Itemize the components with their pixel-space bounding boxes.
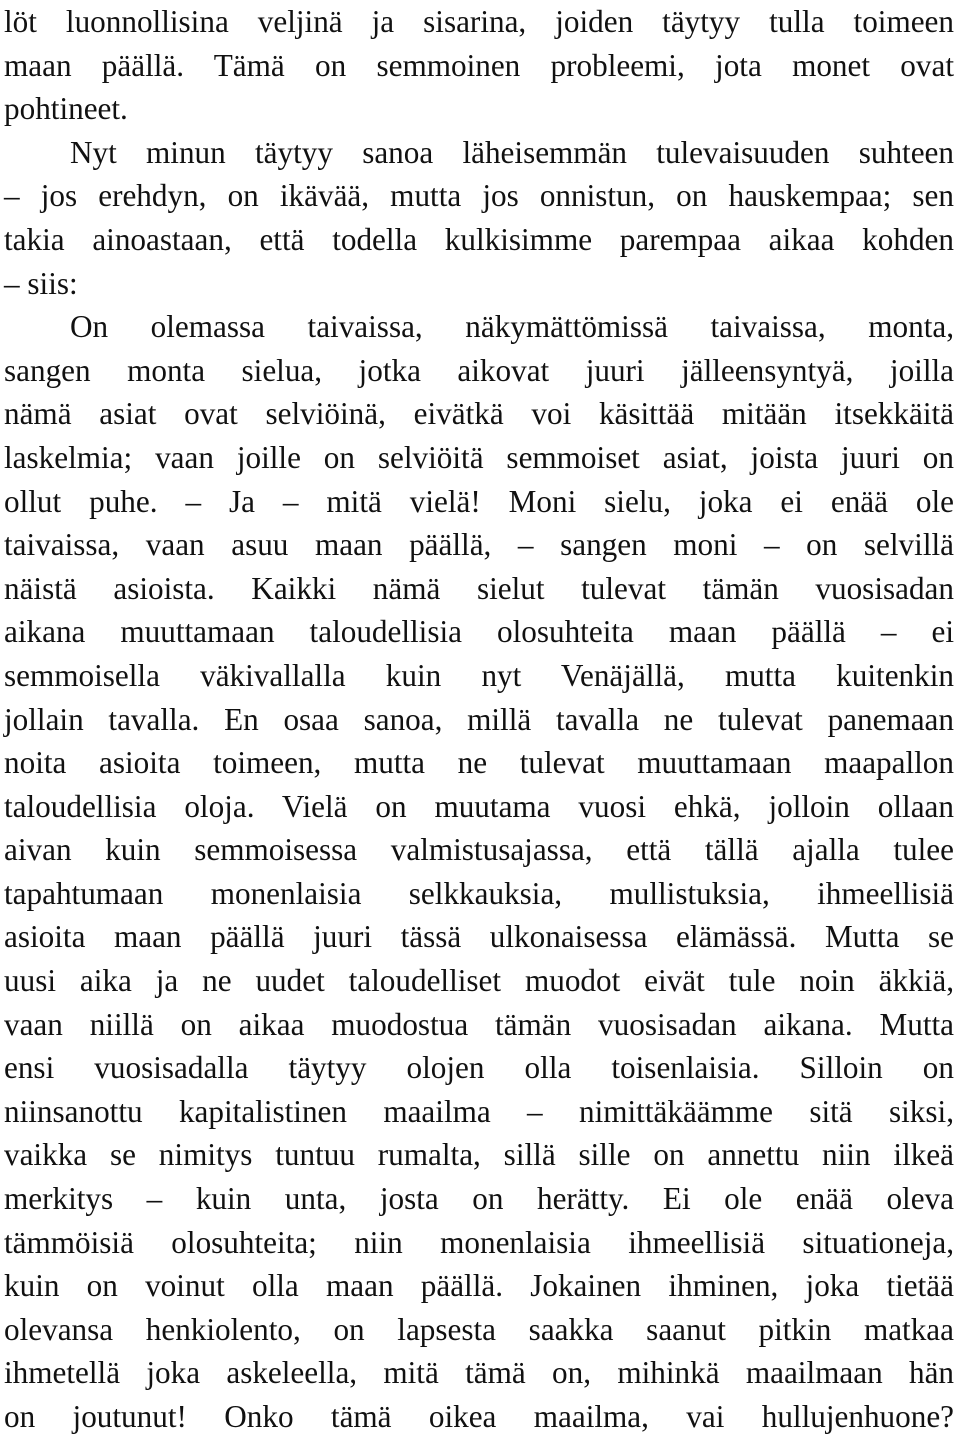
text-line: uusi aika ja ne uudet taloudelliset muodot eivät tule noin äkkiä, — [4, 963, 954, 999]
text-line: – siis: — [4, 265, 78, 301]
text-line: noita asioita toimeen, mutta ne tulevat muuttamaan maapallon — [4, 745, 954, 781]
text-line: ollut puhe. – Ja – mitä vielä! Moni sielu, joka ei enää ole — [4, 483, 954, 519]
text-line: on joutunut! Onko tämä oikea maailma, vai hullujenhuone? — [4, 1399, 954, 1434]
text-line: löt luonnollisina veljinä ja sisarina, joiden täytyy tulla toimeen — [4, 4, 954, 39]
text-line: olevansa henkiolento, on lapsesta saakka saanut pitkin matkaa — [4, 1311, 954, 1347]
text-line: aivan kuin semmoisessa valmistusajassa, että tällä ajalla tulee — [4, 832, 954, 868]
text-line: aikana muuttamaan taloudellisia olosuhteita maan päällä – ei — [4, 614, 954, 650]
text-line: tämmöisiä olosuhteita; niin monenlaisia ihmeellisiä situationeja, — [4, 1224, 954, 1260]
text-line: ihmetellä joka askeleella, mitä tämä on, mihinkä maailmaan hän — [4, 1355, 954, 1391]
text-line: näistä asioista. Kaikki nämä sielut tulevat tämän vuosisadan — [4, 570, 954, 606]
text-line: jollain tavalla. En osaa sanoa, millä tavalla ne tulevat panemaan — [4, 701, 954, 737]
text-line: maan päällä. Tämä on semmoinen probleemi, jota monet ovat — [4, 47, 954, 83]
text-line: sangen monta sielua, jotka aikovat juuri jälleensyntyä, joilla — [4, 352, 954, 388]
text-line: asioita maan päällä juuri tässä ulkonaisessa elämässä. Mutta se — [4, 919, 954, 955]
text-line: niinsanottu kapitalistinen maailma – nimittäkäämme sitä siksi, — [4, 1093, 954, 1129]
text-line: pohtineet. — [4, 91, 128, 127]
text-line: takia ainoastaan, että todella kulkisimme parempaa aikaa kohden — [4, 221, 954, 257]
text-line: taloudellisia oloja. Vielä on muutama vuosi ehkä, jolloin ollaan — [4, 788, 954, 824]
text-line: laskelmia; vaan joille on selviöitä semmoiset asiat, joista juuri on — [4, 439, 954, 475]
text-line: vaikka se nimitys tuntuu rumalta, sillä sille on annettu niin ilkeä — [4, 1137, 954, 1173]
text-line: Nyt minun täytyy sanoa läheisemmän tulevaisuuden suhteen — [70, 134, 954, 170]
text-line: nämä asiat ovat selviöinä, eivätkä voi käsittää mitään itsekkäitä — [4, 396, 954, 432]
text-line: merkitys – kuin unta, josta on herätty. Ei ole enää oleva — [4, 1181, 954, 1217]
text-line: tapahtumaan monenlaisia selkkauksia, mullistuksia, ihmeellisiä — [4, 875, 954, 911]
text-line: taivaissa, vaan asuu maan päällä, – sangen moni – on selvillä — [4, 527, 954, 563]
text-line: kuin on voinut olla maan päällä. Jokainen ihminen, joka tietää — [4, 1268, 954, 1304]
document-page — [4, 0, 954, 1439]
text-line: vaan niillä on aikaa muodostua tämän vuosisadan aikana. Mutta — [4, 1006, 954, 1042]
text-line: ensi vuosisadalla täytyy olojen olla toisenlaisia. Silloin on — [4, 1050, 954, 1086]
text-line: – jos erehdyn, on ikävää, mutta jos onnistun, on hauskempaa; sen — [4, 178, 954, 214]
text-line: On olemassa taivaissa, näkymättömissä taivaissa, monta, — [70, 309, 954, 345]
text-line: semmoisella väkivallalla kuin nyt Venäjällä, mutta kuitenkin — [4, 657, 954, 693]
